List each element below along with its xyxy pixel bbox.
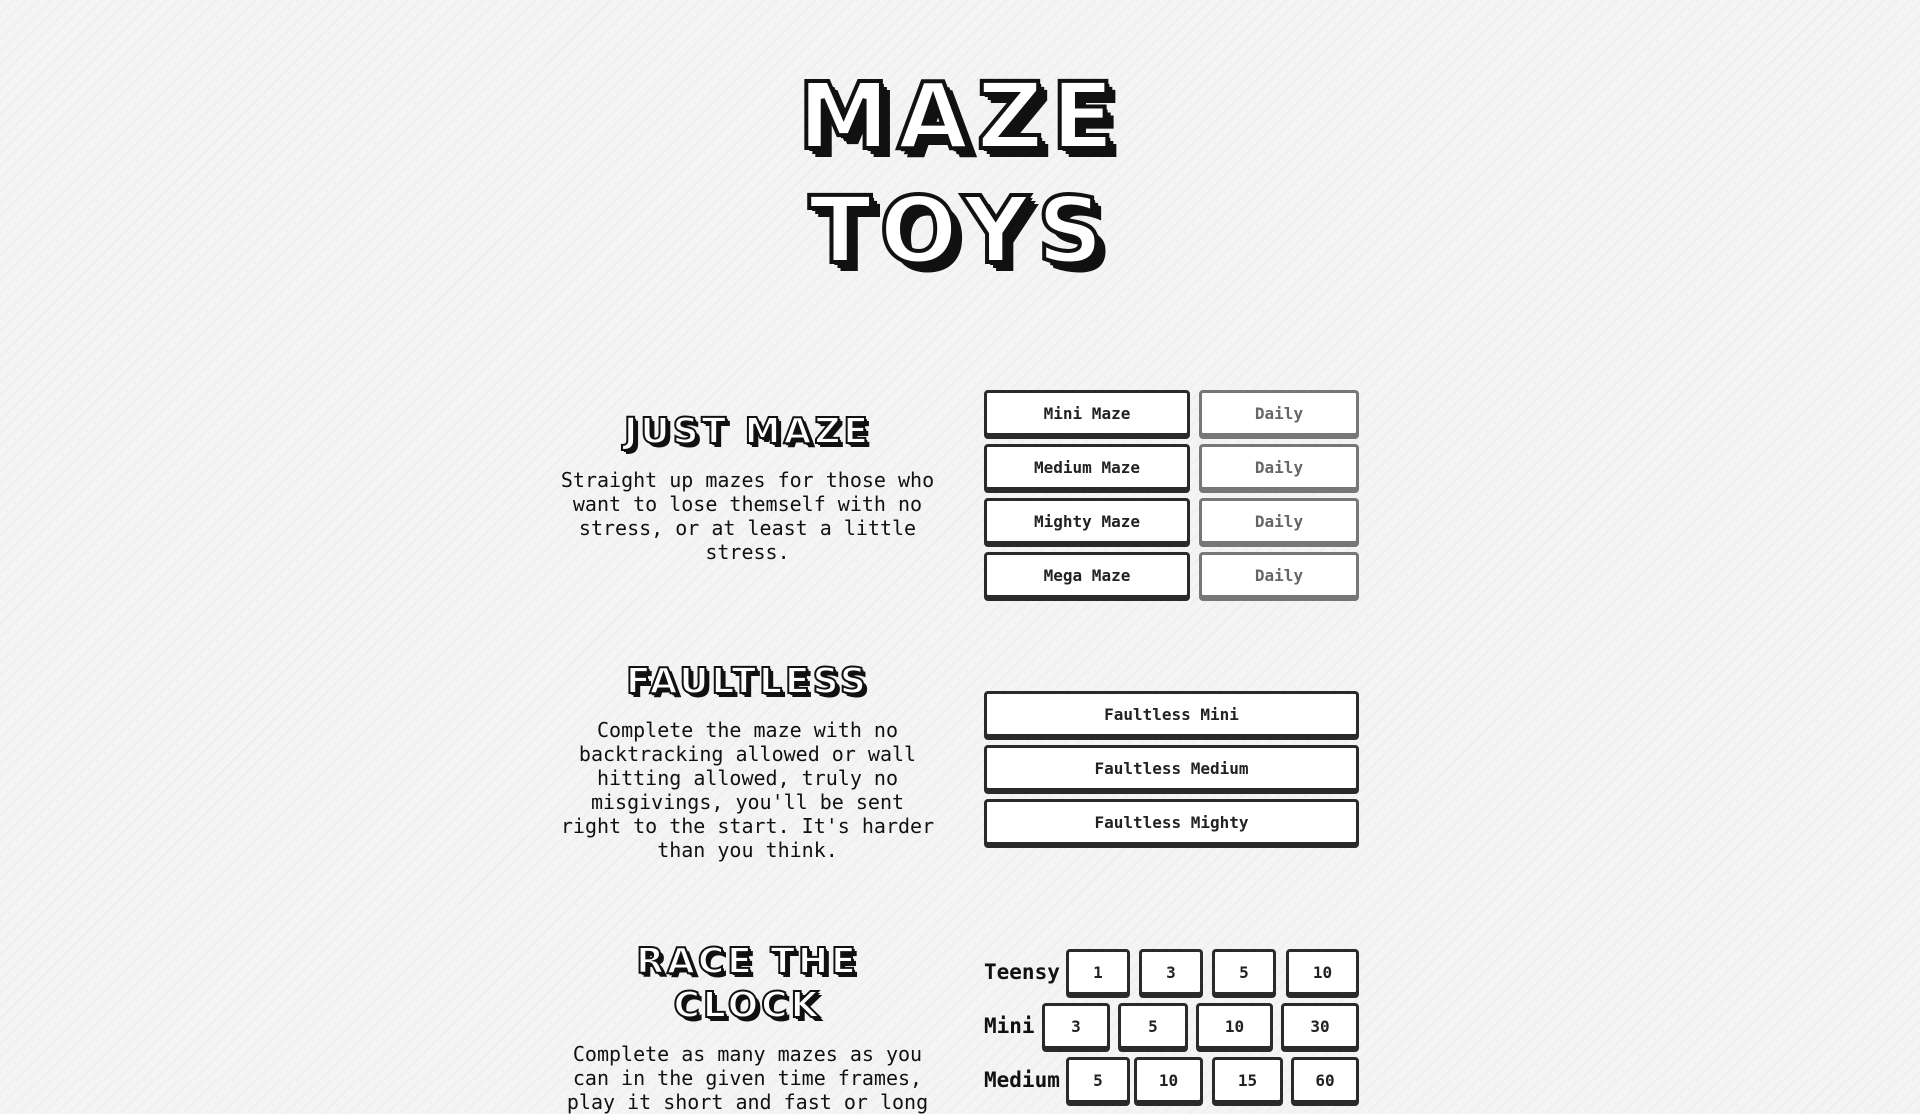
section-description: Straight up mazes for those who want to lose themself with no stress, or at least a little stress.: [560, 468, 935, 564]
page-title: [0, 60, 1920, 288]
section-race-the-clock: [555, 940, 1365, 1114]
mini-maze-button[interactable]: Mini Maze: [984, 390, 1190, 436]
teensy-3-button[interactable]: 3: [1139, 949, 1203, 995]
section-faultless: [555, 660, 1365, 880]
teensy-label: Teensy: [984, 960, 1060, 984]
title-line-2: TOYS: [808, 177, 1112, 284]
faultless-medium-button[interactable]: Faultless Medium: [984, 745, 1359, 791]
mini-30-button[interactable]: 30: [1281, 1003, 1359, 1049]
medium-10-button[interactable]: 10: [1134, 1057, 1203, 1103]
mighty-maze-daily-button[interactable]: Daily: [1199, 498, 1359, 544]
mighty-maze-button[interactable]: Mighty Maze: [984, 498, 1190, 544]
section-just-maze-info: [555, 410, 940, 564]
section-description: Complete as many mazes as you can in the given time frames, play it short and fast or long: [566, 1042, 929, 1114]
section-description: Complete the maze with no backtracking allowed or wall hitting allowed, truly no misgivings, you'll be sent right to the start. It's harder than you think.: [560, 718, 935, 862]
medium-label: Medium: [984, 1068, 1060, 1092]
title-line-1: MAZE: [797, 63, 1123, 170]
medium-60-button[interactable]: 60: [1291, 1057, 1359, 1103]
medium-maze-button[interactable]: Medium Maze: [984, 444, 1190, 490]
section-faultless-info: [555, 660, 940, 862]
mega-maze-button[interactable]: Mega Maze: [984, 552, 1190, 598]
mini-10-button[interactable]: 10: [1196, 1003, 1273, 1049]
mini-maze-daily-button[interactable]: Daily: [1199, 390, 1359, 436]
mini-label: Mini: [984, 1014, 1035, 1038]
teensy-5-button[interactable]: 5: [1212, 949, 1276, 995]
section-heading: FAULTLESS: [626, 661, 869, 702]
section-just-maze: [555, 388, 1365, 598]
medium-maze-daily-button[interactable]: Daily: [1199, 444, 1359, 490]
mini-5-button[interactable]: 5: [1118, 1003, 1188, 1049]
faultless-mini-button[interactable]: Faultless Mini: [984, 691, 1359, 737]
teensy-10-button[interactable]: 10: [1286, 949, 1359, 995]
section-heading: JUST MAZE: [623, 411, 872, 452]
mega-maze-daily-button[interactable]: Daily: [1199, 552, 1359, 598]
section-heading: RACE THE CLOCK: [636, 941, 859, 1026]
section-race-the-clock-info: [555, 940, 940, 1114]
medium-5-button[interactable]: 5: [1066, 1057, 1130, 1103]
mini-3-button[interactable]: 3: [1042, 1003, 1110, 1049]
teensy-1-button[interactable]: 1: [1066, 949, 1130, 995]
faultless-mighty-button[interactable]: Faultless Mighty: [984, 799, 1359, 845]
medium-15-button[interactable]: 15: [1212, 1057, 1283, 1103]
